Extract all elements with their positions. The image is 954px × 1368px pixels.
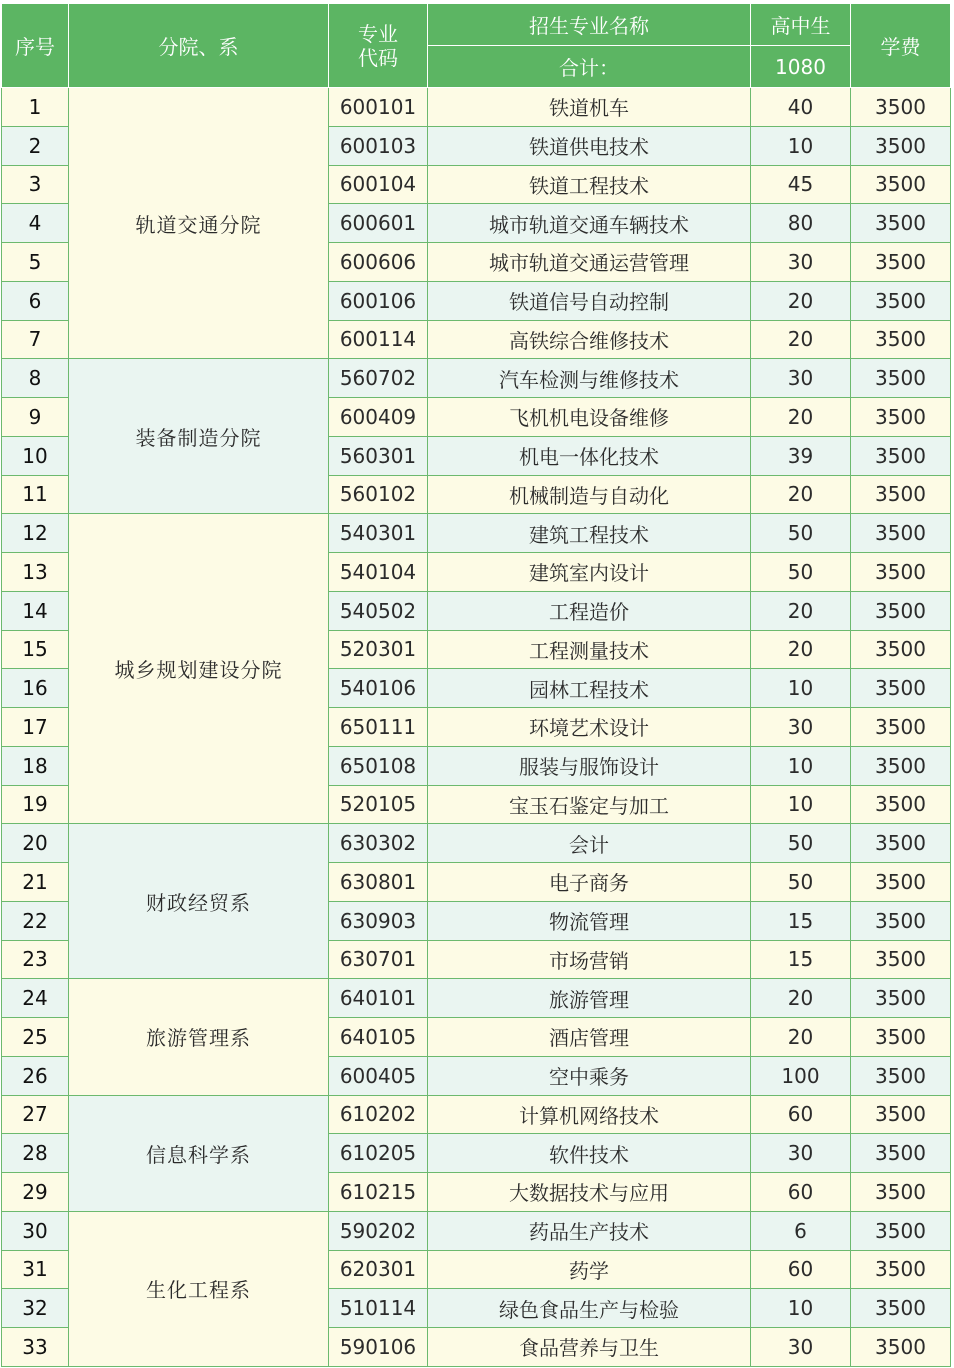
cell-seq: 33 xyxy=(2,1328,69,1367)
cell-seq: 23 xyxy=(2,940,69,979)
cell-tuition: 3500 xyxy=(851,746,951,785)
cell-major-code: 600103 xyxy=(329,126,428,165)
table-body xyxy=(2,88,951,1367)
cell-major-code: 590106 xyxy=(329,1328,428,1367)
header-total-label: 合计： xyxy=(428,46,751,88)
cell-major-code: 600409 xyxy=(329,398,428,437)
cell-student-count: 10 xyxy=(751,1289,851,1328)
cell-tuition: 3500 xyxy=(851,708,951,747)
cell-student-count: 20 xyxy=(751,1018,851,1057)
cell-major-name: 机电一体化技术 xyxy=(428,436,751,475)
cell-student-count: 40 xyxy=(751,88,851,127)
cell-seq: 4 xyxy=(2,204,69,243)
cell-seq: 29 xyxy=(2,1173,69,1212)
cell-seq: 14 xyxy=(2,591,69,630)
cell-major-name: 药品生产技术 xyxy=(428,1211,751,1250)
cell-seq: 2 xyxy=(2,126,69,165)
cell-tuition: 3500 xyxy=(851,979,951,1018)
cell-major-name: 计算机网络技术 xyxy=(428,1095,751,1134)
cell-major-name: 城市轨道交通车辆技术 xyxy=(428,204,751,243)
cell-seq: 1 xyxy=(2,88,69,127)
cell-student-count: 50 xyxy=(751,514,851,553)
cell-tuition: 3500 xyxy=(851,1250,951,1289)
cell-major-name: 工程造价 xyxy=(428,591,751,630)
cell-major-code: 540106 xyxy=(329,669,428,708)
cell-major-name: 铁道机车 xyxy=(428,88,751,127)
cell-major-code: 600101 xyxy=(329,88,428,127)
header-major-name: 招生专业名称 xyxy=(428,4,751,46)
cell-seq: 9 xyxy=(2,398,69,437)
cell-major-name: 飞机机电设备维修 xyxy=(428,398,751,437)
cell-tuition: 3500 xyxy=(851,1018,951,1057)
cell-tuition: 3500 xyxy=(851,1134,951,1173)
cell-seq: 28 xyxy=(2,1134,69,1173)
cell-department: 城乡规划建设分院 xyxy=(69,514,329,824)
cell-seq: 18 xyxy=(2,746,69,785)
cell-tuition: 3500 xyxy=(851,243,951,282)
cell-student-count: 60 xyxy=(751,1173,851,1212)
cell-student-count: 10 xyxy=(751,785,851,824)
cell-major-code: 610205 xyxy=(329,1134,428,1173)
cell-tuition: 3500 xyxy=(851,1173,951,1212)
cell-major-code: 600104 xyxy=(329,165,428,204)
cell-seq: 26 xyxy=(2,1056,69,1095)
cell-major-name: 建筑工程技术 xyxy=(428,514,751,553)
cell-major-name: 铁道信号自动控制 xyxy=(428,281,751,320)
cell-tuition: 3500 xyxy=(851,1328,951,1367)
cell-seq: 32 xyxy=(2,1289,69,1328)
cell-tuition: 3500 xyxy=(851,514,951,553)
cell-department: 信息科学系 xyxy=(69,1095,329,1211)
cell-student-count: 20 xyxy=(751,979,851,1018)
cell-major-code: 560301 xyxy=(329,436,428,475)
cell-tuition: 3500 xyxy=(851,901,951,940)
cell-major-code: 610215 xyxy=(329,1173,428,1212)
cell-major-code: 650111 xyxy=(329,708,428,747)
header-seq: 序号 xyxy=(2,4,69,88)
cell-major-name: 铁道供电技术 xyxy=(428,126,751,165)
cell-major-name: 食品营养与卫生 xyxy=(428,1328,751,1367)
cell-seq: 7 xyxy=(2,320,69,359)
cell-tuition: 3500 xyxy=(851,553,951,592)
cell-major-code: 600601 xyxy=(329,204,428,243)
cell-student-count: 30 xyxy=(751,708,851,747)
cell-major-name: 空中乘务 xyxy=(428,1056,751,1095)
cell-major-code: 620301 xyxy=(329,1250,428,1289)
cell-student-count: 10 xyxy=(751,746,851,785)
cell-student-count: 50 xyxy=(751,553,851,592)
cell-tuition: 3500 xyxy=(851,204,951,243)
cell-tuition: 3500 xyxy=(851,1211,951,1250)
cell-major-name: 电子商务 xyxy=(428,863,751,902)
cell-major-code: 610202 xyxy=(329,1095,428,1134)
header-department: 分院、系 xyxy=(69,4,329,88)
cell-tuition: 3500 xyxy=(851,88,951,127)
cell-student-count: 20 xyxy=(751,281,851,320)
cell-major-code: 640105 xyxy=(329,1018,428,1057)
cell-major-name: 软件技术 xyxy=(428,1134,751,1173)
cell-seq: 3 xyxy=(2,165,69,204)
cell-major-code: 600405 xyxy=(329,1056,428,1095)
cell-seq: 17 xyxy=(2,708,69,747)
cell-major-code: 560702 xyxy=(329,359,428,398)
cell-tuition: 3500 xyxy=(851,630,951,669)
cell-major-name: 大数据技术与应用 xyxy=(428,1173,751,1212)
cell-seq: 5 xyxy=(2,243,69,282)
cell-major-name: 工程测量技术 xyxy=(428,630,751,669)
cell-major-code: 600114 xyxy=(329,320,428,359)
cell-major-name: 酒店管理 xyxy=(428,1018,751,1057)
cell-major-name: 服装与服饰设计 xyxy=(428,746,751,785)
header-total-value: 1080 xyxy=(751,46,851,88)
cell-student-count: 20 xyxy=(751,398,851,437)
cell-major-name: 药学 xyxy=(428,1250,751,1289)
cell-student-count: 10 xyxy=(751,126,851,165)
cell-student-count: 80 xyxy=(751,204,851,243)
cell-seq: 20 xyxy=(2,824,69,863)
cell-student-count: 60 xyxy=(751,1095,851,1134)
header-students: 高中生 xyxy=(751,4,851,46)
table-row xyxy=(2,88,951,127)
cell-student-count: 100 xyxy=(751,1056,851,1095)
cell-student-count: 10 xyxy=(751,669,851,708)
cell-student-count: 20 xyxy=(751,475,851,514)
cell-major-code: 650108 xyxy=(329,746,428,785)
cell-major-name: 城市轨道交通运营管理 xyxy=(428,243,751,282)
cell-seq: 6 xyxy=(2,281,69,320)
cell-major-name: 铁道工程技术 xyxy=(428,165,751,204)
cell-seq: 11 xyxy=(2,475,69,514)
cell-tuition: 3500 xyxy=(851,940,951,979)
cell-tuition: 3500 xyxy=(851,126,951,165)
table-row xyxy=(2,514,951,553)
cell-seq: 22 xyxy=(2,901,69,940)
cell-major-code: 600106 xyxy=(329,281,428,320)
cell-seq: 15 xyxy=(2,630,69,669)
cell-major-code: 640101 xyxy=(329,979,428,1018)
cell-major-code: 590202 xyxy=(329,1211,428,1250)
cell-major-name: 高铁综合维修技术 xyxy=(428,320,751,359)
cell-tuition: 3500 xyxy=(851,1095,951,1134)
cell-major-code: 630903 xyxy=(329,901,428,940)
cell-major-code: 520301 xyxy=(329,630,428,669)
cell-tuition: 3500 xyxy=(851,824,951,863)
cell-tuition: 3500 xyxy=(851,165,951,204)
cell-tuition: 3500 xyxy=(851,436,951,475)
cell-department: 装备制造分院 xyxy=(69,359,329,514)
cell-student-count: 6 xyxy=(751,1211,851,1250)
table-row xyxy=(2,979,951,1018)
cell-major-name: 园林工程技术 xyxy=(428,669,751,708)
header-code xyxy=(329,4,428,88)
cell-student-count: 20 xyxy=(751,320,851,359)
cell-seq: 8 xyxy=(2,359,69,398)
cell-major-code: 630701 xyxy=(329,940,428,979)
cell-major-name: 会计 xyxy=(428,824,751,863)
cell-student-count: 45 xyxy=(751,165,851,204)
cell-major-code: 540301 xyxy=(329,514,428,553)
cell-student-count: 15 xyxy=(751,901,851,940)
cell-major-code: 630801 xyxy=(329,863,428,902)
cell-student-count: 30 xyxy=(751,1134,851,1173)
cell-tuition: 3500 xyxy=(851,398,951,437)
table-row xyxy=(2,1095,951,1134)
cell-tuition: 3500 xyxy=(851,1289,951,1328)
cell-student-count: 39 xyxy=(751,436,851,475)
cell-tuition: 3500 xyxy=(851,1056,951,1095)
header-code-line1: 专业 xyxy=(358,21,398,46)
cell-seq: 27 xyxy=(2,1095,69,1134)
cell-seq: 19 xyxy=(2,785,69,824)
cell-tuition: 3500 xyxy=(851,281,951,320)
cell-major-name: 物流管理 xyxy=(428,901,751,940)
cell-major-name: 建筑室内设计 xyxy=(428,553,751,592)
cell-seq: 31 xyxy=(2,1250,69,1289)
enrollment-table xyxy=(1,3,951,1367)
header-tuition: 学费 xyxy=(851,4,951,88)
table-row xyxy=(2,359,951,398)
cell-major-name: 宝玉石鉴定与加工 xyxy=(428,785,751,824)
cell-major-name: 汽车检测与维修技术 xyxy=(428,359,751,398)
cell-tuition: 3500 xyxy=(851,669,951,708)
cell-seq: 10 xyxy=(2,436,69,475)
cell-student-count: 50 xyxy=(751,863,851,902)
cell-major-name: 绿色食品生产与检验 xyxy=(428,1289,751,1328)
cell-student-count: 20 xyxy=(751,591,851,630)
cell-tuition: 3500 xyxy=(851,591,951,630)
cell-student-count: 20 xyxy=(751,630,851,669)
cell-department: 财政经贸系 xyxy=(69,824,329,979)
cell-department: 旅游管理系 xyxy=(69,979,329,1095)
cell-student-count: 50 xyxy=(751,824,851,863)
cell-tuition: 3500 xyxy=(851,863,951,902)
table-header xyxy=(2,4,951,88)
cell-tuition: 3500 xyxy=(851,359,951,398)
cell-department: 轨道交通分院 xyxy=(69,88,329,359)
cell-student-count: 60 xyxy=(751,1250,851,1289)
cell-major-code: 540104 xyxy=(329,553,428,592)
cell-major-code: 540502 xyxy=(329,591,428,630)
cell-student-count: 15 xyxy=(751,940,851,979)
cell-major-code: 630302 xyxy=(329,824,428,863)
cell-seq: 30 xyxy=(2,1211,69,1250)
cell-department: 生化工程系 xyxy=(69,1211,329,1366)
cell-student-count: 30 xyxy=(751,1328,851,1367)
cell-seq: 24 xyxy=(2,979,69,1018)
header-code-line2: 代码 xyxy=(358,45,398,70)
cell-seq: 16 xyxy=(2,669,69,708)
cell-major-name: 机械制造与自动化 xyxy=(428,475,751,514)
cell-tuition: 3500 xyxy=(851,320,951,359)
cell-major-name: 旅游管理 xyxy=(428,979,751,1018)
cell-student-count: 30 xyxy=(751,243,851,282)
cell-major-code: 600606 xyxy=(329,243,428,282)
cell-student-count: 30 xyxy=(751,359,851,398)
cell-tuition: 3500 xyxy=(851,785,951,824)
cell-major-code: 510114 xyxy=(329,1289,428,1328)
cell-seq: 25 xyxy=(2,1018,69,1057)
cell-seq: 21 xyxy=(2,863,69,902)
cell-major-name: 市场营销 xyxy=(428,940,751,979)
cell-major-name: 环境艺术设计 xyxy=(428,708,751,747)
table-row xyxy=(2,824,951,863)
cell-major-code: 520105 xyxy=(329,785,428,824)
cell-seq: 12 xyxy=(2,514,69,553)
cell-seq: 13 xyxy=(2,553,69,592)
cell-major-code: 560102 xyxy=(329,475,428,514)
table-row xyxy=(2,1211,951,1250)
cell-tuition: 3500 xyxy=(851,475,951,514)
